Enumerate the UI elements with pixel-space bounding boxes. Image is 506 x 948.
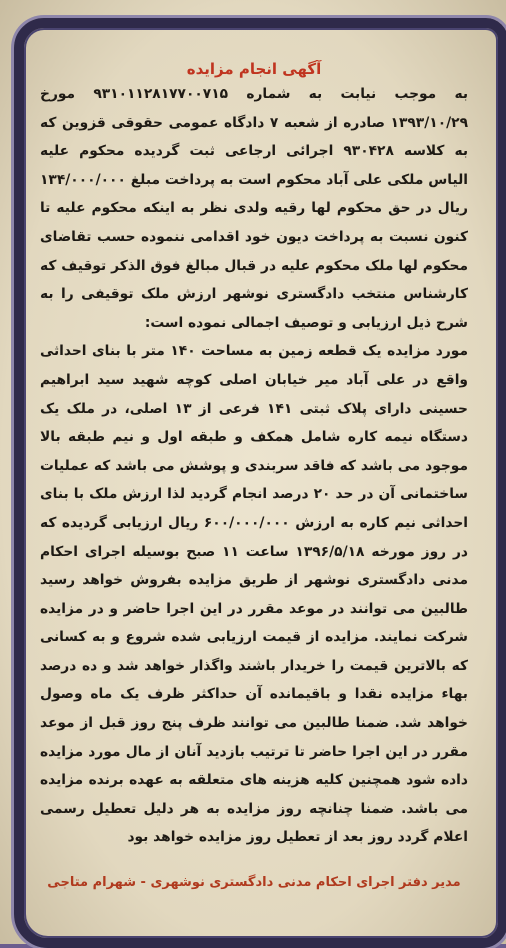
auction-notice <box>40 60 468 890</box>
notice-body <box>40 80 468 852</box>
notice-signature: مدیر دفتر اجرای احکام مدنی دادگستری نوشهری - شهرام متاجی <box>47 875 461 890</box>
notice-paragraph-judgment: به موجب نیابت به شماره ۹۳۱۰۱۱۲۸۱۷۷۰۰۷۱۵ مورخ ۱۳۹۳/۱۰/۲۹ صادره از شعبه ۷ دادگاه عمومی حقوقی قزوین که به کلاسه ۹۳۰۴۲۸ اجرائی ارجاعی ثبت گردیده محکوم علیه الیاس ملکی علی آباد محکوم است به پرداخت مبلغ ۱۳۴/۰۰۰/۰۰۰ ریال در حق محکوم لها رقیه ولدی نظر به اینکه محکوم علیه تا کنون نسبت به پرداخت دیون خود اقدامی ننموده حسب تقاضای محکوم لها ملک محکوم علیه در قبال مبالغ فوق الذکر توقیف که کارشناس منتخب دادگستری نوشهر ارزش ملک توقیفی را به شرح ذیل ارزیابی و توصیف اجمالی نموده است: <box>40 86 468 331</box>
notice-paragraph-auction-details: مورد مزایده یک قطعه زمین به مساحت ۱۴۰ متر با بنای احداثی واقع در علی آباد میر خیابان اصلی کوچه شهید سید ابراهیم حسینی دارای پلاک ثبتی ۱۴۱ فرعی از ۱۳ اصلی، در ملک یک دستگاه نیمه کاره شامل همکف و طبقه اول و نیم طبقه بالا موجود می باشد که فاقد سربندی و پوشش می باشد که عملیات ساختمانی آن در حد ۲۰ درصد انجام گردید لذا ارزش ملک با بنای احداثی نیم کاره به ارزش ۶۰۰/۰۰۰/۰۰۰ ریال ارزیابی گردیده که در روز مورخه ۱۳۹۶/۵/۱۸ ساعت ۱۱ صبح بوسیله اجرای احکام مدنی دادگستری نوشهر از طریق مزایده بفروش خواهد رسید طالبین می توانند در موعد مقرر در این اجرا حاضر و در مزایده شرکت نمایند. مزایده از قیمت ارزیابی شده شروع و به کسانی که بالاترین قیمت را خریدار باشند واگذار خواهد شد و ده درصد بهاء مزایده نقدا و باقیمانده آن حداکثر ظرف یک ماه وصول خواهد شد. ضمنا طالبین می توانند ظرف پنج روز قبل از موعد مقرر در این اجرا حاضر تا ترتیب بازدید آنان از مال مورد مزایده داده شود همچنین کلیه هزینه های متعلقه به عهده برنده مزایده می باشد. ضمنا چنانچه روز مزایده به هر دلیل تعطیل رسمی اعلام گردد روز بعد از تعطیل روز مزایده خواهد بود <box>40 343 468 846</box>
notice-title: آگهی انجام مزایده <box>186 60 322 78</box>
